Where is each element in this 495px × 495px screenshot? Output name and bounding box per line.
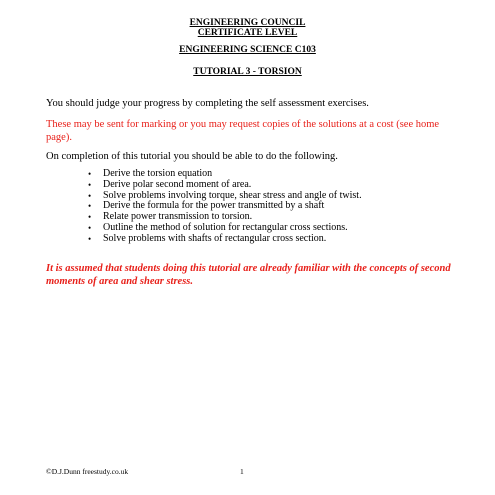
bullet-icon: • <box>88 201 92 212</box>
bullet-icon: • <box>88 212 92 223</box>
intro-paragraph: You should judge your progress by completing the self assessment exercises. <box>46 98 369 109</box>
objective-text: Solve problems with shafts of rectangular cross section. <box>103 232 327 244</box>
objective-text: Derive polar second moment of area. <box>103 178 252 190</box>
list-item <box>86 234 362 245</box>
bullet-icon: • <box>88 233 92 244</box>
header-council: ENGINEERING COUNCIL <box>189 18 306 28</box>
bullet-icon: • <box>88 179 92 190</box>
assumption-note: It is assumed that students doing this tutorial are already familiar with the concepts of second moments of area and shear stress. <box>46 263 451 287</box>
objective-text: Derive the formula for the power transmitted by a shaft <box>103 200 325 212</box>
footer-copyright: ©D.J.Dunn freestudy.co.uk <box>46 467 129 476</box>
header-level: CERTIFICATE LEVEL <box>197 28 298 38</box>
bullet-icon: • <box>88 169 92 179</box>
objective-text: Solve problems involving torque, shear stress and angle of twist. <box>103 189 362 201</box>
header-tutorial-title: TUTORIAL 3 - TORSION <box>193 67 302 77</box>
bullet-icon: • <box>88 190 92 201</box>
objectives-list <box>86 169 362 245</box>
objective-text: Relate power transmission to torsion. <box>103 211 253 223</box>
objectives-intro: On completion of this tutorial you should be able to do the following. <box>46 151 338 162</box>
objective-text: Outline the method of solution for rectangular cross sections. <box>103 221 348 233</box>
page-number: 1 <box>240 467 244 476</box>
bullet-icon: • <box>88 222 92 233</box>
header-course: ENGINEERING SCIENCE C103 <box>179 45 316 55</box>
objective-text: Derive the torsion equation <box>103 168 213 179</box>
marking-note: These may be sent for marking or you may request copies of the solutions at a cost (see home page). <box>46 119 440 143</box>
